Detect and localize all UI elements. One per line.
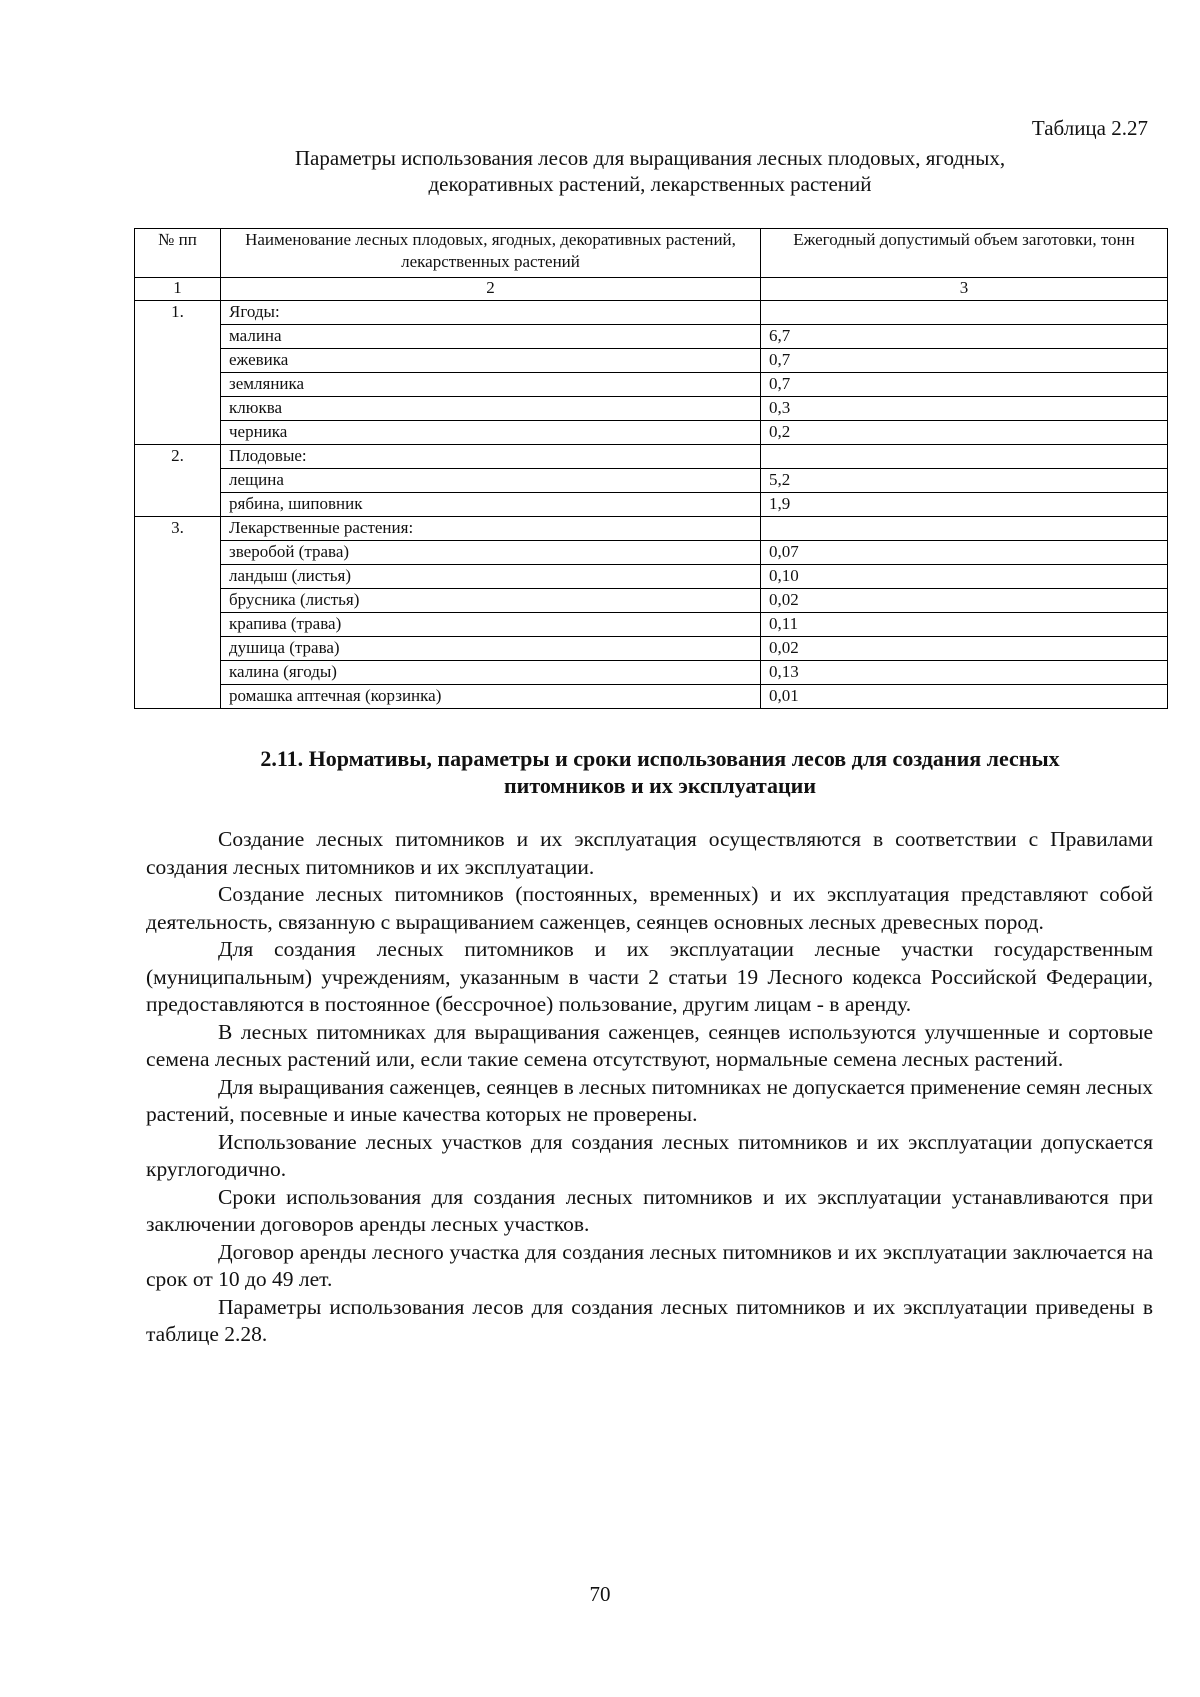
- item-value: 0,01: [761, 685, 1168, 709]
- table-row: [135, 301, 1168, 325]
- table-row: [135, 493, 1168, 517]
- table-header-row: [135, 229, 1168, 278]
- item-value: 0,13: [761, 661, 1168, 685]
- paragraph: Договор аренды лесного участка для создания лесных питомников и их эксплуатации заключается на срок от 10 до 49 лет.: [146, 1239, 1153, 1291]
- item-value: 0,11: [761, 613, 1168, 637]
- section-body: [146, 826, 1153, 1349]
- item-name: рябина, шиповник: [221, 493, 761, 517]
- group-number: 3.: [135, 517, 221, 709]
- value-cell: [761, 445, 1168, 469]
- group-title: Ягоды:: [221, 301, 761, 325]
- item-value: 0,3: [761, 397, 1168, 421]
- group-title: Лекарственные растения:: [221, 517, 761, 541]
- item-value: 0,02: [761, 589, 1168, 613]
- paragraph: Для создания лесных питомников и их эксплуатации лесные участки государственным (муниципальным) учреждениям, указанным в части 2 статьи 19 Лесного кодекса Российской Федерации, предоставляются в постоянное (бессрочное) пользование, другим лицам - в аренду.: [146, 937, 1153, 1016]
- item-value: 0,10: [761, 565, 1168, 589]
- item-name: зверобой (трава): [221, 541, 761, 565]
- table-row: [135, 685, 1168, 709]
- item-value: 0,7: [761, 373, 1168, 397]
- item-name: клюква: [221, 397, 761, 421]
- table-row: [135, 589, 1168, 613]
- item-name: душица (трава): [221, 637, 761, 661]
- table-title-line: декоративных растений, лекарственных растений: [428, 172, 872, 196]
- table-label: Таблица 2.27: [1031, 116, 1148, 140]
- paragraph: Создание лесных питомников и их эксплуатация осуществляются в соответствии с Правилами создания лесных питомников и их эксплуатации.: [146, 827, 1153, 879]
- paragraph: Создание лесных питомников (постоянных, временных) и их эксплуатация представляют собой деятельность, связанную с выращиванием саженцев, сеянцев основных лесных древесных пород.: [146, 882, 1153, 934]
- table-row: [135, 541, 1168, 565]
- column-number: 1: [135, 278, 221, 301]
- table-row: [135, 661, 1168, 685]
- paragraph: В лесных питомниках для выращивания саженцев, сеянцев используются улучшенные и сортовые семена лесных растений или, если такие семена отсутствуют, нормальные семена лесных растений.: [146, 1019, 1153, 1071]
- table-row: [135, 397, 1168, 421]
- table-title: [130, 145, 1170, 197]
- value-cell: [761, 517, 1168, 541]
- harvest-parameters-table: [134, 228, 1168, 709]
- item-name: малина: [221, 325, 761, 349]
- item-value: 6,7: [761, 325, 1168, 349]
- group-title: Плодовые:: [221, 445, 761, 469]
- item-value: 0,7: [761, 349, 1168, 373]
- table-row: [135, 325, 1168, 349]
- item-name: калина (ягоды): [221, 661, 761, 685]
- section-heading-line: питомников и их эксплуатации: [503, 773, 817, 798]
- value-cell: [761, 301, 1168, 325]
- table-row: [135, 613, 1168, 637]
- header-volume: Ежегодный допустимый объем заготовки, тонн: [761, 229, 1168, 278]
- paragraph: Параметры использования лесов для создания лесных питомников и их эксплуатации приведены в таблице 2.28.: [146, 1294, 1153, 1346]
- item-value: 0,07: [761, 541, 1168, 565]
- table-row: [135, 517, 1168, 541]
- item-name: черника: [221, 421, 761, 445]
- item-value: 5,2: [761, 469, 1168, 493]
- item-name: ромашка аптечная (корзинка): [221, 685, 761, 709]
- column-number: 3: [761, 278, 1168, 301]
- header-name: Наименование лесных плодовых, ягодных, декоративных растений, лекарственных растений: [221, 229, 761, 278]
- header-num: № пп: [135, 229, 221, 278]
- item-value: 0,2: [761, 421, 1168, 445]
- item-name: ежевика: [221, 349, 761, 373]
- item-name: лещина: [221, 469, 761, 493]
- table-row: [135, 421, 1168, 445]
- group-number: 2.: [135, 445, 221, 517]
- paragraph: Использование лесных участков для создания лесных питомников и их эксплуатации допускается круглогодично.: [146, 1129, 1153, 1181]
- table-row: [135, 469, 1168, 493]
- item-value: 0,02: [761, 637, 1168, 661]
- table-row: [135, 445, 1168, 469]
- table-row: [135, 565, 1168, 589]
- item-name: крапива (трава): [221, 613, 761, 637]
- table-row: [135, 637, 1168, 661]
- page-number: 70: [589, 1582, 611, 1606]
- section-heading: [150, 745, 1170, 799]
- table-row: [135, 349, 1168, 373]
- group-number: 1.: [135, 301, 221, 445]
- paragraph: Для выращивания саженцев, сеянцев в лесных питомниках не допускается применение семян лесных растений, посевные и иные качества которых не проверены.: [146, 1074, 1153, 1126]
- column-number: 2: [221, 278, 761, 301]
- item-name: брусника (листья): [221, 589, 761, 613]
- section-heading-line: 2.11. Нормативы, параметры и сроки использования лесов для создания лесных: [260, 746, 1060, 771]
- item-name: ландыш (листья): [221, 565, 761, 589]
- table-title-line: Параметры использования лесов для выращивания лесных плодовых, ягодных,: [294, 146, 1006, 170]
- item-value: 1,9: [761, 493, 1168, 517]
- item-name: земляника: [221, 373, 761, 397]
- paragraph: Сроки использования для создания лесных питомников и их эксплуатации устанавливаются при заключении договоров аренды лесных участков.: [146, 1184, 1153, 1236]
- column-number-row: [135, 278, 1168, 301]
- table-row: [135, 373, 1168, 397]
